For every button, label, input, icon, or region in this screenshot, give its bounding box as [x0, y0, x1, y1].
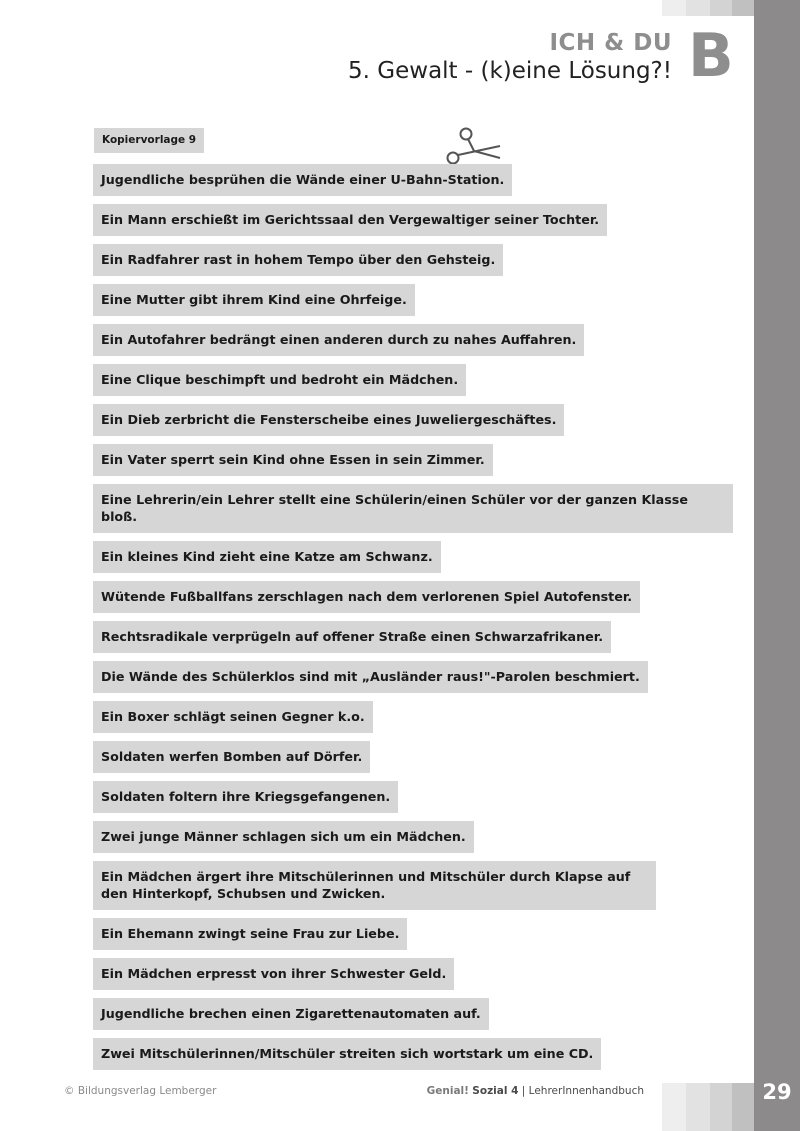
scenario-card: Ein Autofahrer bedrängt einen anderen durch zu nahes Auffahren. [93, 324, 584, 356]
scenario-card: Wütende Fußballfans zerschlagen nach dem verlorenen Spiel Autofenster. [93, 581, 640, 613]
scenario-card: Zwei Mitschülerinnen/Mitschüler streiten sich wortstark um eine CD. [93, 1038, 601, 1070]
side-band [754, 0, 800, 1131]
scenario-card: Ein Dieb zerbricht die Fensterscheibe eines Juweliergeschäftes. [93, 404, 564, 436]
copyright: © Bildungsverlag Lemberger [64, 1085, 217, 1097]
chapter-letter: B [688, 21, 734, 91]
decor-strip [710, 1083, 732, 1131]
scenario-card: Ein Boxer schlägt seinen Gegner k.o. [93, 701, 373, 733]
series-title: ICH & DU [549, 30, 672, 56]
scenario-card: Ein kleines Kind zieht eine Katze am Schwanz. [93, 541, 441, 573]
scenario-card: Die Wände des Schülerklos sind mit „Ausländer raus!"-Parolen beschmiert. [93, 661, 648, 693]
page-number: 29 [762, 1080, 792, 1104]
scenario-card: Ein Mann erschießt im Gerichtssaal den Vergewaltiger seiner Tochter. [93, 204, 607, 236]
chapter-title: 5. Gewalt - (k)eine Lösung?! [348, 58, 672, 84]
scenario-card: Eine Mutter gibt ihrem Kind eine Ohrfeige. [93, 284, 415, 316]
card-list [93, 164, 733, 1078]
scenario-card: Soldaten werfen Bomben auf Dörfer. [93, 741, 370, 773]
handbook-title: LehrerInnenhandbuch [528, 1085, 644, 1097]
book-reference [427, 1085, 644, 1097]
scenario-card: Eine Lehrerin/ein Lehrer stellt eine Schülerin/einen Schüler vor der ganzen Klasse bloß. [93, 484, 733, 533]
scenario-card: Soldaten foltern ihre Kriegsgefangenen. [93, 781, 398, 813]
decor-strip [686, 0, 710, 16]
decor-strip [662, 1083, 686, 1131]
decor-strip [732, 1083, 754, 1131]
scenario-card: Ein Vater sperrt sein Kind ohne Essen in sein Zimmer. [93, 444, 493, 476]
book-title: Sozial 4 [472, 1085, 519, 1097]
scenario-card: Ein Radfahrer rast in hohem Tempo über den Gehsteig. [93, 244, 503, 276]
scenario-card: Ein Ehemann zwingt seine Frau zur Liebe. [93, 918, 407, 950]
scenario-card: Zwei junge Männer schlagen sich um ein Mädchen. [93, 821, 474, 853]
worksheet-label: Kopiervorlage 9 [94, 128, 204, 153]
scenario-card: Ein Mädchen erpresst von ihrer Schwester Geld. [93, 958, 454, 990]
brand: Genial! [426, 1085, 469, 1097]
scenario-card: Rechtsradikale verprügeln auf offener Straße einen Schwarzafrikaner. [93, 621, 611, 653]
scenario-card: Jugendliche besprühen die Wände einer U-Bahn-Station. [93, 164, 512, 196]
scenario-card: Ein Mädchen ärgert ihre Mitschülerinnen und Mitschüler durch Klapse auf den Hinterkopf, Schubsen und Zwicken. [93, 861, 656, 910]
separator: | [521, 1085, 526, 1097]
decor-strip [732, 0, 754, 16]
scissors-icon [444, 126, 502, 166]
decor-strip [686, 1083, 710, 1131]
scenario-card: Eine Clique beschimpft und bedroht ein Mädchen. [93, 364, 466, 396]
decor-strip [662, 0, 686, 16]
scenario-card: Jugendliche brechen einen Zigarettenautomaten auf. [93, 998, 489, 1030]
decor-strip [710, 0, 732, 16]
